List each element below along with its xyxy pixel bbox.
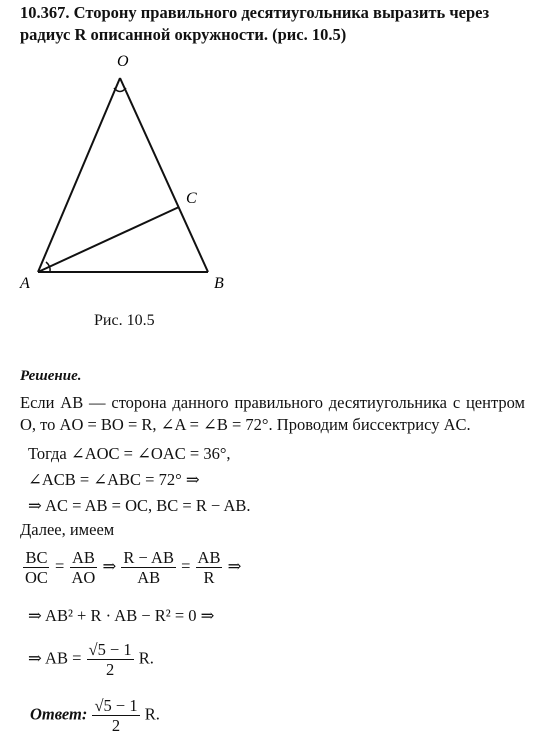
side-ob [120,78,208,272]
label-b: B [214,275,224,292]
equation-quadratic: ⇒ AB² + R · AB − R² = 0 ⇒ [28,606,215,625]
bisector-ac [38,207,179,272]
fraction-ab-r: $\frac{AB}{R}$ [197,548,221,587]
fraction-ab-ao: $\frac{AB}{AO}$ [71,548,96,587]
label-c: C [186,190,197,207]
figure-triangle [0,0,535,330]
answer: Ответ: $\frac{√5 - 1}{2}$ R. [30,696,160,735]
label-a: A [20,275,30,292]
solution-line-4: Далее, имеем [20,520,115,539]
solution-line-1: Тогда ∠AOC = ∠OAC = 36°, [28,444,231,463]
figure-caption: Рис. 10.5 [94,312,155,329]
label-o: O [117,53,129,70]
solution-title: Решение. [20,368,82,384]
fraction-answer: $\frac{√5 - 1}{2}$ [94,696,138,735]
answer-label: Ответ: [30,704,88,724]
solution-paragraph: Если AB — сторона данного правильного десятиугольника с центром O, то AO = BO = R, ∠A = ∠B = 72°. Проводим биссектрису AC. [20,393,525,434]
equation-ratios: $\frac{BC}{OC}$ = $\frac{AB}{AO}$ ⇒ $\frac{R - AB}{AB}$ = $\frac{AB}{R}$ ⇒ [25,548,242,587]
problem-number: 10.367. [20,3,70,22]
problem-text: Сторону правильного десятиугольника выразить через радиус R описанной окружности. (рис. 10.5) [20,3,490,44]
fraction-result: $\frac{√5 - 1}{2}$ [88,640,132,679]
fraction-r-ab-ab: $\frac{R - AB}{AB}$ [123,548,174,587]
fraction-bc-oc: $\frac{BC}{OC}$ [25,548,48,587]
solution-line-3: ⇒ AC = AB = OC, BC = R − AB. [28,496,251,515]
equation-result: ⇒ AB = $\frac{√5 - 1}{2}$ R. [28,640,154,679]
side-oa [38,78,120,272]
solution-line-2: ∠ACB = ∠ABC = 72° ⇒ [28,470,200,489]
